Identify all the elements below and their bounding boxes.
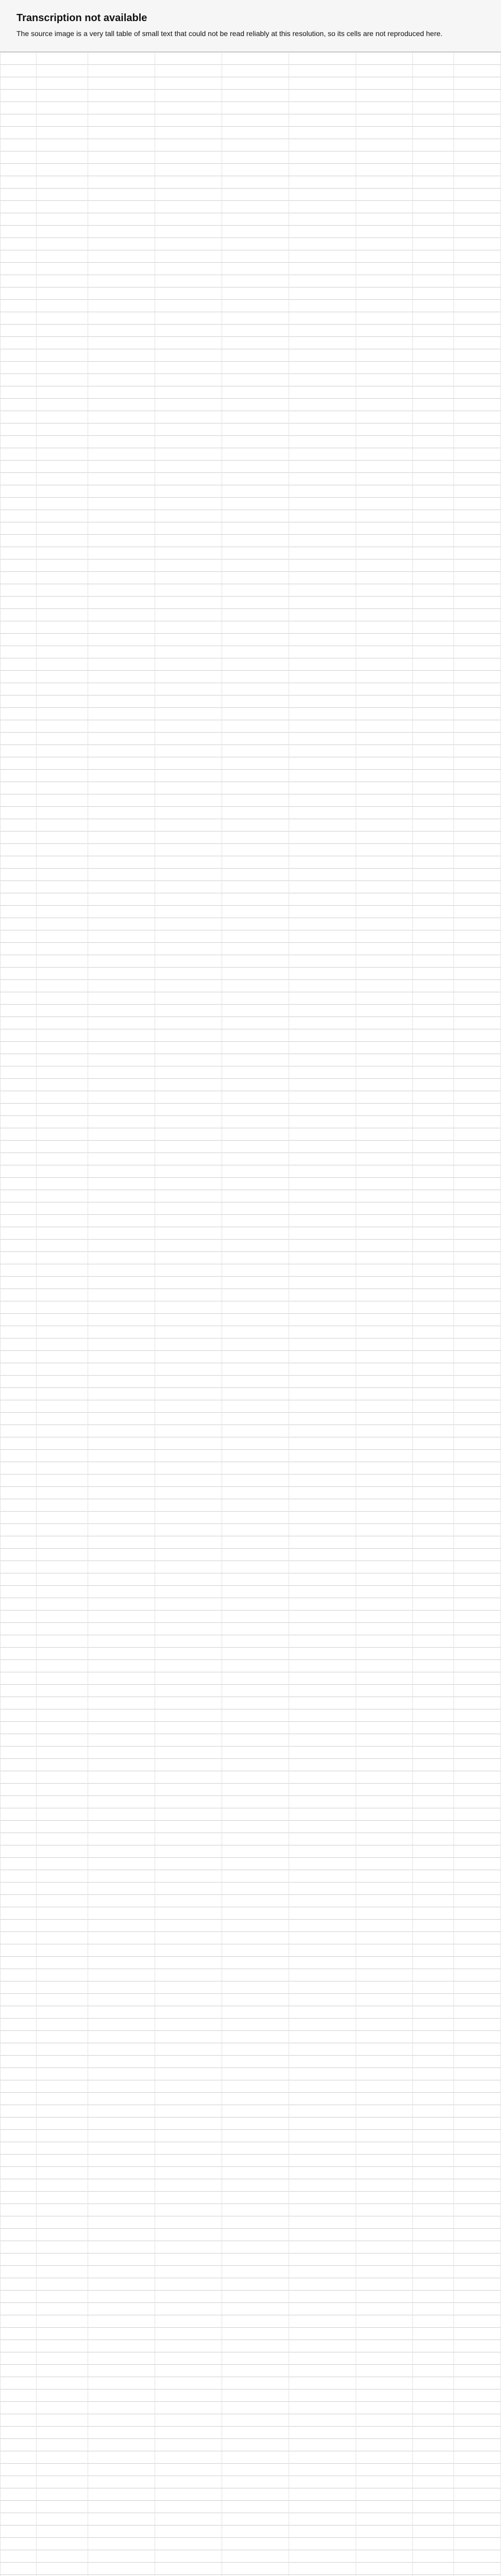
grid-line [0, 1449, 501, 1450]
grid-line [0, 1548, 501, 1549]
grid-line [0, 1956, 501, 1957]
grid-line [0, 571, 501, 572]
grid-line [0, 398, 501, 399]
grid-line [0, 2401, 501, 2402]
grid-line [0, 188, 501, 189]
grid-line [0, 2438, 501, 2439]
grid-line [0, 126, 501, 127]
grid-line [0, 732, 501, 733]
grid-line [0, 497, 501, 498]
grid-line [0, 559, 501, 560]
grid-line [0, 534, 501, 535]
grid-line [0, 1857, 501, 1858]
grid-line [0, 1041, 501, 1042]
grid-line [0, 2129, 501, 2130]
grid-line [0, 64, 501, 65]
grid-line [412, 52, 413, 2576]
grid-line [0, 1993, 501, 1994]
grid-line [0, 460, 501, 461]
grid-line [0, 843, 501, 844]
grid-line [0, 324, 501, 325]
grid-line [0, 2067, 501, 2068]
grid-line [0, 633, 501, 634]
grid-line [0, 1746, 501, 1747]
grid-line [0, 880, 501, 881]
grid-line [0, 744, 501, 745]
grid-line [0, 1078, 501, 1079]
grid-line [0, 905, 501, 906]
transcription-notice [0, 0, 501, 52]
grid-line [0, 163, 501, 164]
grid-line [0, 1783, 501, 1784]
grid-line [0, 2191, 501, 2192]
grid-line [0, 2500, 501, 2501]
grid-line [0, 1474, 501, 1475]
grid-line [0, 1894, 501, 1895]
grid-line [0, 2537, 501, 2538]
grid-line [0, 868, 501, 869]
grid-line [0, 1115, 501, 1116]
grid-line [0, 769, 501, 770]
grid-line [0, 2562, 501, 2563]
grid-line [0, 1610, 501, 1611]
grid-line [0, 2018, 501, 2019]
grid-line [0, 1103, 501, 1104]
grid-line [0, 2166, 501, 2167]
grid-line [0, 101, 501, 102]
grid-line [0, 1251, 501, 1252]
grid-line [0, 1375, 501, 1376]
grid-line [0, 2290, 501, 2291]
grid-line [0, 2426, 501, 2427]
grid-line [0, 2228, 501, 2229]
grid-line [0, 89, 501, 90]
grid-line [0, 1622, 501, 1623]
grid-line [0, 1313, 501, 1314]
grid-line [0, 472, 501, 473]
grid-line [0, 1647, 501, 1648]
grid-line [0, 1412, 501, 1413]
grid-line [0, 1177, 501, 1178]
grid-line [0, 1276, 501, 1277]
grid-line [0, 670, 501, 671]
grid-line [0, 2265, 501, 2266]
grid-line [0, 1919, 501, 1920]
grid-line [0, 52, 1, 2576]
grid-line [0, 2327, 501, 2328]
grid-line [0, 299, 501, 300]
grid-line [0, 1350, 501, 1351]
grid-line [0, 2525, 501, 2526]
grid-line [0, 1214, 501, 1215]
grid-line [0, 1016, 501, 1017]
grid-line [0, 1795, 501, 1796]
grid-line [0, 707, 501, 708]
grid-line [36, 52, 37, 2576]
grid-line [0, 1882, 501, 1883]
grid-line [0, 1684, 501, 1685]
grid-line [0, 979, 501, 980]
grid-line [0, 225, 501, 226]
grid-line [0, 806, 501, 807]
grid-line [0, 2092, 501, 2093]
grid-line [0, 2463, 501, 2464]
grid-line [0, 336, 501, 337]
grid-line [0, 831, 501, 832]
grid-line [0, 1758, 501, 1759]
grid-line [0, 1239, 501, 1240]
grid-line [0, 2030, 501, 2031]
grid-line [0, 1004, 501, 1005]
grid-line [0, 608, 501, 609]
grid-line [0, 1820, 501, 1821]
notice-message: The source image is a very tall table of small text that could not be read reliably at this resolution, so its cells are not reproduced here. [16, 29, 443, 38]
grid-line [0, 1585, 501, 1586]
grid-line [0, 1511, 501, 1512]
grid-line [0, 361, 501, 362]
grid-line [0, 1931, 501, 1932]
grid-line [0, 942, 501, 943]
notice-title: Transcription not available [16, 12, 147, 24]
grid-line [0, 1523, 501, 1524]
grid-line [0, 262, 501, 263]
grid-line [0, 52, 501, 53]
grid-line [0, 967, 501, 968]
grid-line [0, 2574, 501, 2575]
grid-line [0, 2364, 501, 2365]
grid-line [0, 695, 501, 696]
grid-line [0, 1387, 501, 1388]
grid-line [0, 1659, 501, 1660]
grid-line [0, 2154, 501, 2155]
grid-line [0, 596, 501, 597]
grid-line [0, 2055, 501, 2056]
grid-line [0, 200, 501, 201]
grid-line [0, 1140, 501, 1141]
table-placeholder [0, 52, 501, 2576]
grid-line [0, 1486, 501, 1487]
grid-line [0, 2302, 501, 2303]
grid-line [0, 435, 501, 436]
grid-line [0, 1721, 501, 1722]
